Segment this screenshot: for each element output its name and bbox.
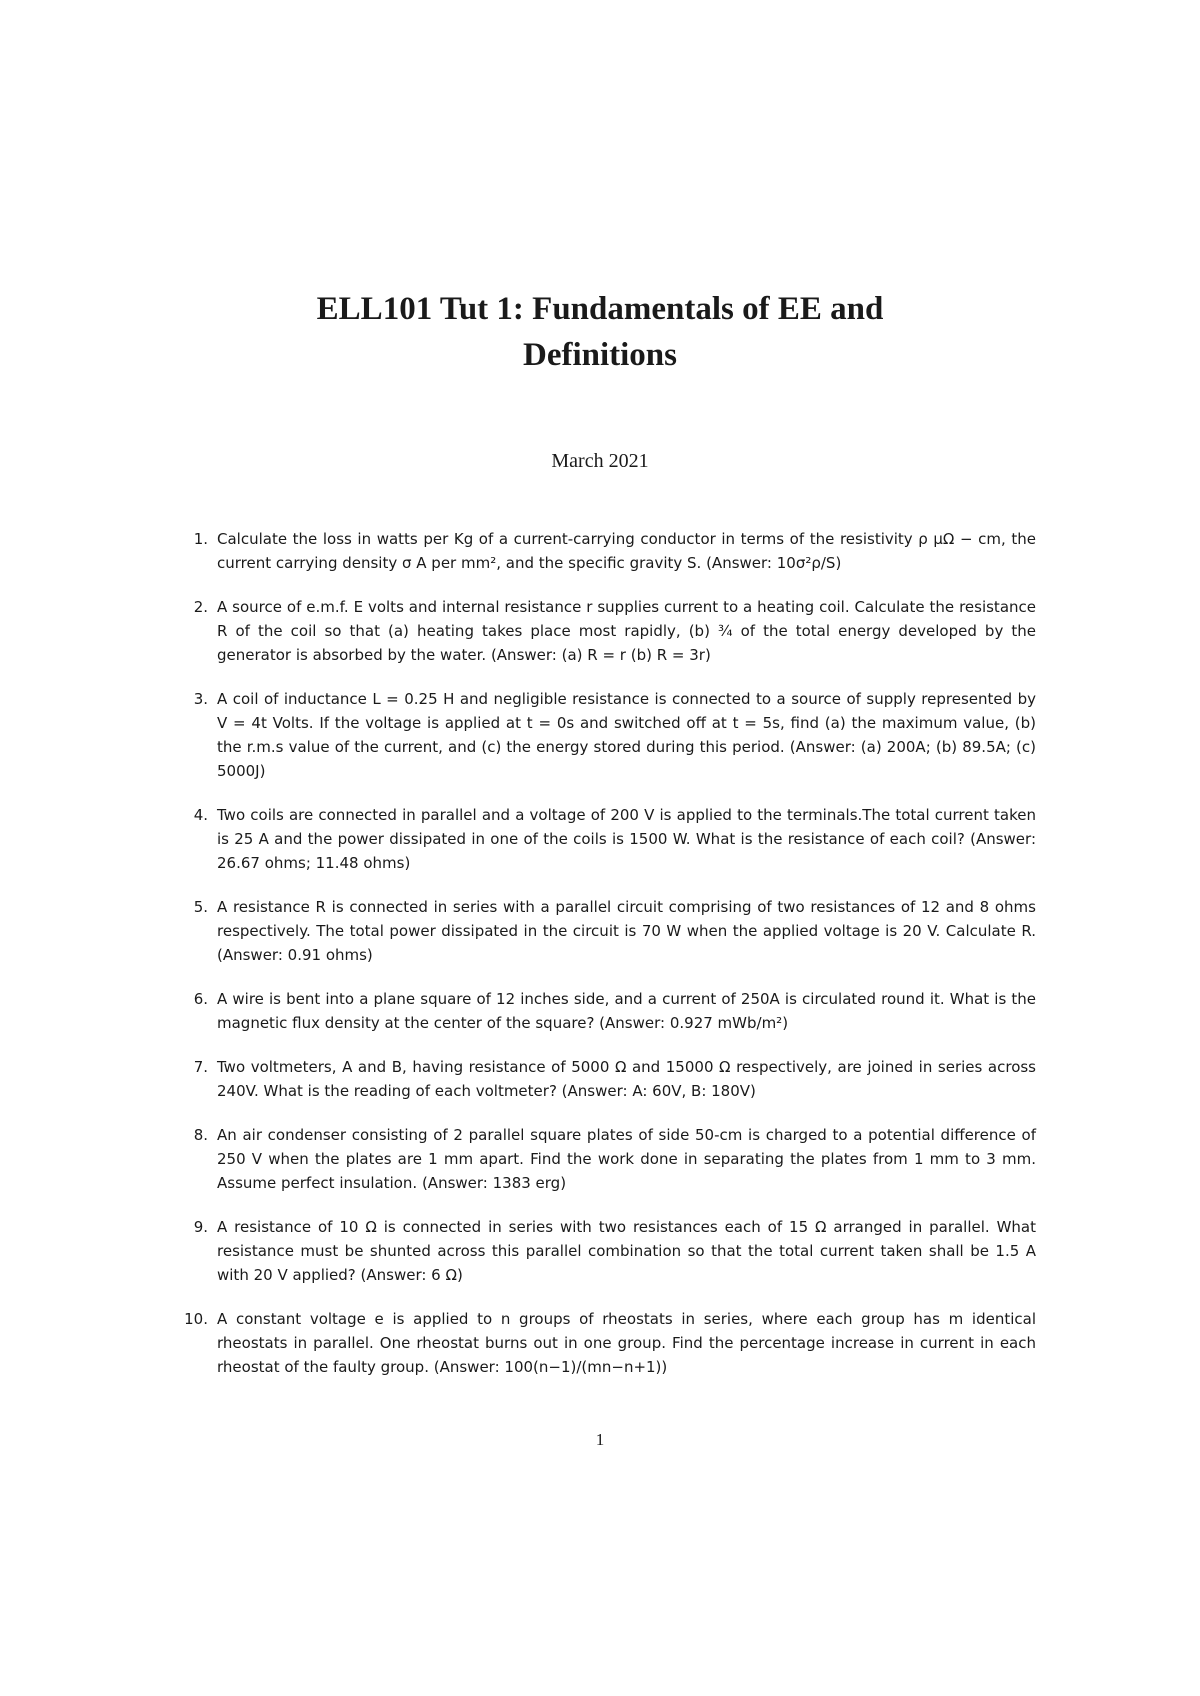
problem-number: 10. xyxy=(184,1310,208,1328)
problem-item xyxy=(193,895,1036,967)
problem-number: 4. xyxy=(193,806,208,824)
problem-number: 6. xyxy=(193,990,208,1008)
problem-text: A wire is bent into a plane square of 12 inches side, and a current of 250A is circulated round it. What is the magnetic flux density at the center of the square? (Answer: 0.927 mWb/m²) xyxy=(217,990,1036,1032)
problem-text: A resistance R is connected in series with a parallel circuit comprising of two resistances of 12 and 8 ohms respectively. The total power dissipated in the circuit is 70 W when the applied voltage is 20 V. Calculate R. (Answer: 0.91 ohms) xyxy=(217,898,1036,964)
document-title xyxy=(180,286,1020,378)
problem-text: A constant voltage e is applied to n groups of rheostats in series, where each group has m identical rheostats in parallel. One rheostat burns out in one group. Find the percentage increase in current in each rheostat of the faulty group. (Answer: 100(n−1)/(mn−n+1)) xyxy=(217,1310,1036,1376)
problem-text: A coil of inductance L = 0.25 H and negligible resistance is connected to a source of supply represented by V = 4t Volts. If the voltage is applied at t = 0s and switched off at t = 5s, find (a) the maximum value, (b) the r.m.s value of the current, and (c) the energy stored during this period. (Answer: (a) 200A; (b) 89.5A; (c) 5000J) xyxy=(217,690,1036,780)
problem-item xyxy=(193,987,1036,1035)
problem-item xyxy=(193,527,1036,575)
problem-text: Calculate the loss in watts per Kg of a current-carrying conductor in terms of the resistivity ρ μΩ − cm, the current carrying density σ A per mm², and the specific gravity S. (Answer: 10σ²ρ/S) xyxy=(217,530,1036,572)
problem-item xyxy=(193,595,1036,667)
problem-text: Two coils are connected in parallel and a voltage of 200 V is applied to the terminals.The total current taken is 25 A and the power dissipated in one of the coils is 1500 W. What is the resistance of each coil? (Answer: 26.67 ohms; 11.48 ohms) xyxy=(217,806,1036,872)
problem-number: 1. xyxy=(193,530,208,548)
problem-number: 5. xyxy=(193,898,208,916)
page-number: 1 xyxy=(595,1430,605,1449)
problem-number: 2. xyxy=(193,598,208,616)
problem-text: An air condenser consisting of 2 parallel square plates of side 50-cm is charged to a potential difference of 250 V when the plates are 1 mm apart. Find the work done in separating the plates from 1 mm to 3 mm. Assume perfect insulation. (Answer: 1383 erg) xyxy=(217,1126,1036,1192)
problem-number: 3. xyxy=(193,690,208,708)
title-line-2: Definitions xyxy=(522,337,677,373)
problem-item xyxy=(193,687,1036,783)
title-line-1: ELL101 Tut 1: Fundamentals of EE and xyxy=(316,291,884,327)
problem-number: 7. xyxy=(193,1058,208,1076)
problem-item xyxy=(193,1123,1036,1195)
problem-number: 8. xyxy=(193,1126,208,1144)
problem-text: Two voltmeters, A and B, having resistance of 5000 Ω and 15000 Ω respectively, are joined in series across 240V. What is the reading of each voltmeter? (Answer: A: 60V, B: 180V) xyxy=(217,1058,1036,1100)
problem-list xyxy=(184,527,1036,1399)
problem-item xyxy=(184,1307,1036,1379)
problem-item xyxy=(193,1215,1036,1287)
problem-number: 9. xyxy=(193,1218,208,1236)
problem-item xyxy=(193,803,1036,875)
problem-text: A source of e.m.f. E volts and internal resistance r supplies current to a heating coil. Calculate the resistance R of the coil so that (a) heating takes place most rapidly, (b) ¾ of the total energy developed by the generator is absorbed by the water. (Answer: (a) R = r (b) R = 3r) xyxy=(217,598,1036,664)
problem-item xyxy=(193,1055,1036,1103)
document-date: March 2021 xyxy=(551,450,649,472)
problem-text: A resistance of 10 Ω is connected in series with two resistances each of 15 Ω arranged in parallel. What resistance must be shunted across this parallel combination so that the total current taken shall be 1.5 A with 20 V applied? (Answer: 6 Ω) xyxy=(217,1218,1036,1284)
